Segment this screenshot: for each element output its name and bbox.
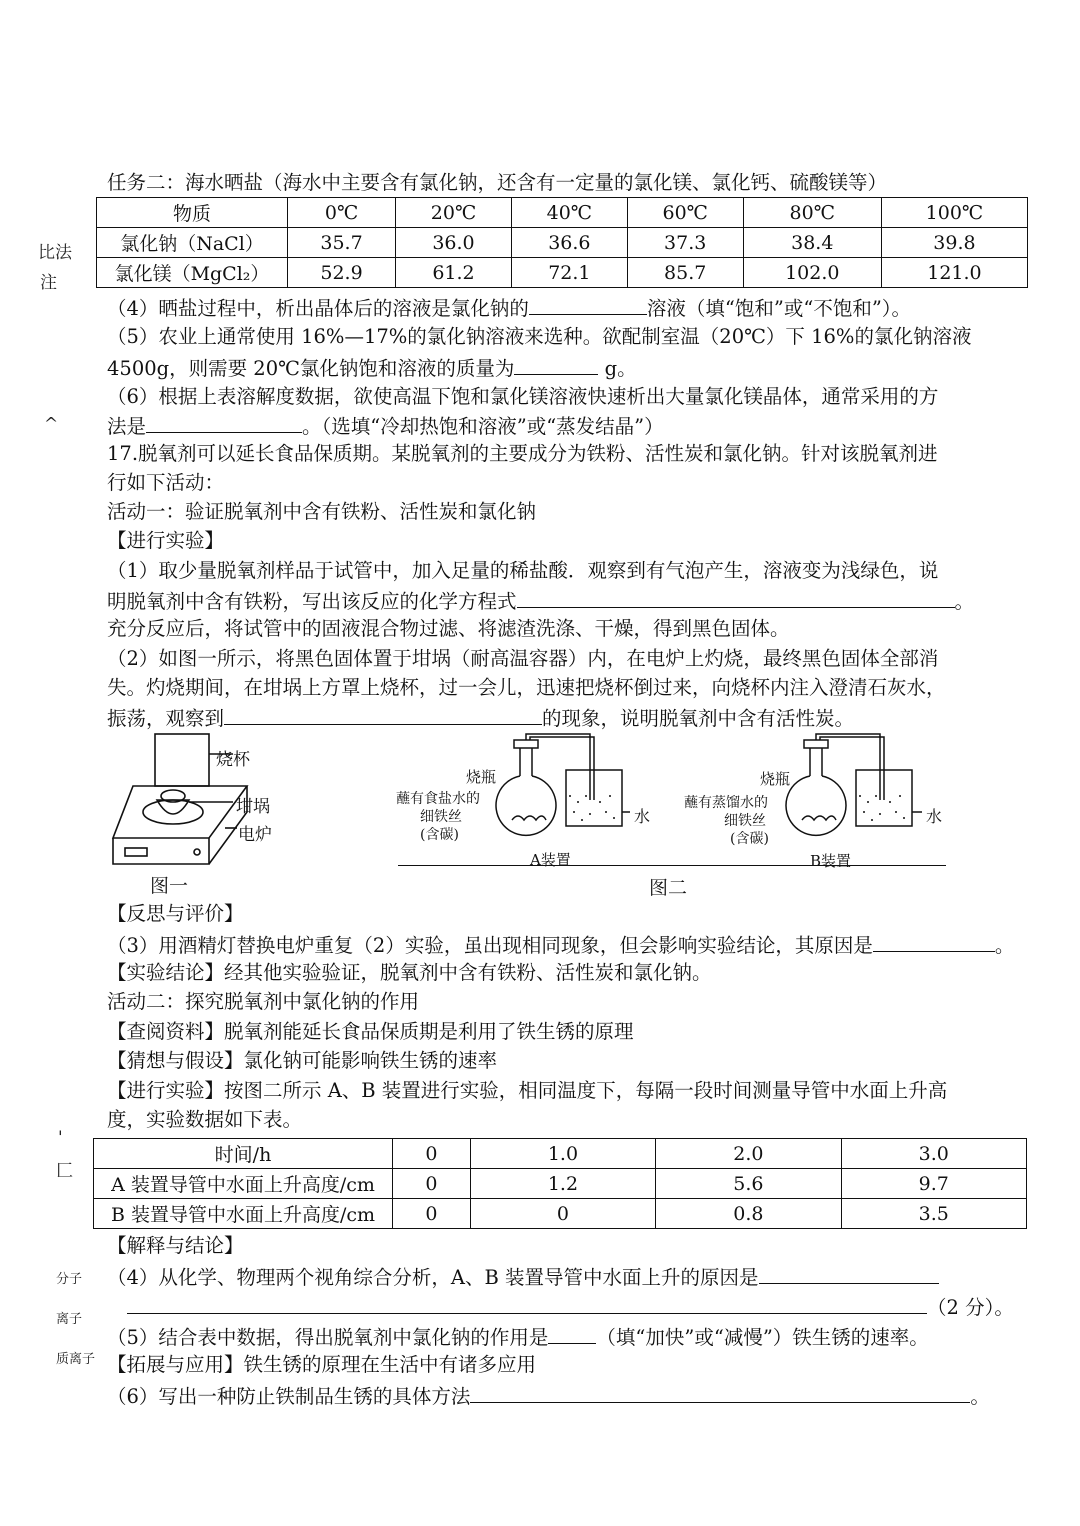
beaker-shape (155, 734, 209, 786)
question-text: 振荡，观察到 (107, 707, 225, 730)
label-flask-b: 烧瓶 (760, 770, 791, 788)
flask-shape (786, 776, 846, 835)
answer-blank[interactable] (146, 412, 302, 433)
label-b-desc-2: 细铁丝 (724, 813, 766, 829)
question-4a (107, 294, 911, 322)
margin-mark: 注 (40, 273, 57, 293)
table-cell: 2.0 (656, 1139, 841, 1169)
question-text: （3）用酒精灯替换电炉重复（2）实验，虽出现相同现象，但会影响实验结论，其原因是 (107, 934, 873, 957)
margin-mark: ' (58, 1128, 63, 1148)
table-cell: 0 (393, 1199, 471, 1229)
margin-mark: ^ (44, 414, 59, 434)
answer-blank[interactable] (517, 587, 955, 608)
part-6 (107, 1382, 990, 1410)
table-cell: 0 (393, 1169, 471, 1199)
table-row (97, 258, 1028, 288)
part-2-line1: （2）如图一所示，将黑色固体置于坩埚（耐高温容器）内，在电炉上灼烧，最终黑色固体全部消 (107, 647, 939, 670)
table-cell: 102.0 (743, 258, 881, 288)
answer-blank[interactable] (759, 1263, 939, 1284)
question-text: （4）晒盐过程中，析出晶体后的溶液是氯化钠的 (107, 297, 529, 320)
table-cell: 37.3 (627, 228, 743, 258)
margin-mark: 分子 (56, 1272, 83, 1287)
question-text: （4）从化学、物理两个视角综合分析，A、B 装置导管中水面上升的原因是 (107, 1266, 759, 1289)
question-text: 。 (970, 1385, 990, 1408)
question-5a-line1: （5）农业上通常使用 16%—17%的氯化钠溶液来选种。欲配制室温（20℃）下 16%的氯化钠溶液 (107, 325, 972, 348)
part-3 (107, 931, 1014, 959)
figure-1-caption: 图一 (150, 875, 189, 897)
label-b-desc-3: (含碳) (730, 831, 769, 847)
question-text: 。 (994, 934, 1015, 957)
table-cell: 0 (393, 1139, 471, 1169)
table-cell: 35.7 (288, 228, 396, 258)
explain-heading: 【解释与结论】 (107, 1234, 244, 1257)
task2-title: 任务二：海水晒盐（海水中主要含有氯化钠，还含有一定量的氯化镁、氯化钙、硫酸镁等） (107, 171, 888, 194)
table-cell: 85.7 (627, 258, 743, 288)
table-cell: 1.2 (470, 1169, 655, 1199)
table-cell: 72.1 (511, 258, 627, 288)
table-cell: 1.0 (470, 1139, 655, 1169)
label-b-desc-1: 蘸有蒸馏水的 (684, 795, 768, 811)
label-water-a: 水 (634, 807, 651, 826)
question-text: 。 (954, 590, 975, 613)
answer-blank[interactable] (514, 354, 598, 375)
question-6a-line1: （6）根据上表溶解度数据，欲使高温下饱和氯化镁溶液快速析出大量氯化镁晶体，通常采用的方 (107, 385, 939, 408)
figure-2-baseline (398, 865, 946, 866)
margin-mark: 离子 (56, 1312, 83, 1327)
question-text: （6）写出一种防止铁制品生锈的具体方法 (107, 1385, 471, 1408)
question-text: g。 (604, 357, 637, 380)
figure-2-apparatus-b (760, 730, 960, 860)
height-table (93, 1138, 1027, 1229)
table-row (94, 1169, 1027, 1199)
label-a-desc-2: 细铁丝 (420, 809, 462, 825)
table-header-row (94, 1139, 1027, 1169)
hypothesis: 【猜想与假设】氯化钠可能影响铁生锈的速率 (107, 1049, 498, 1072)
table-row (97, 228, 1028, 258)
figure-2-caption: 图二 (649, 877, 688, 899)
label-crucible: 坩埚 (236, 797, 270, 817)
question-text: （2 分）。 (927, 1296, 1014, 1319)
question-text: 4500g，则需要 20℃氯化钠饱和溶液的质量为 (107, 357, 515, 380)
part-2-line3 (107, 704, 854, 732)
part-1-line1: （1）取少量脱氧剂样品于试管中，加入足量的稀盐酸．观察到有气泡产生，溶液变为浅绿色，说 (107, 559, 939, 582)
table-cell: 38.4 (743, 228, 881, 258)
question-text: （填“加快”或“减慢”）铁生锈的速率。 (596, 1326, 929, 1349)
table-cell: 52.9 (288, 258, 396, 288)
part-4-line2 (127, 1293, 1014, 1321)
part-1-line2 (107, 587, 974, 615)
part-2-line2: 失。灼烧期间，在坩埚上方罩上烧杯，过一会儿，迅速把烧杯倒过来，向烧杯内注入澄清石灰水， (107, 676, 946, 699)
question-text: 。（选填“冷却热饱和溶液”或“蒸发结晶”） (302, 415, 664, 438)
part-5 (107, 1323, 929, 1351)
conclusion: 【实验结论】经其他实验验证，脱氧剂中含有铁粉、活性炭和氯化钠。 (107, 961, 712, 984)
table-row (94, 1199, 1027, 1229)
table-cell: 氯化钠（NaCl） (97, 228, 288, 258)
table-cell: 氯化镁（MgCl₂） (97, 258, 288, 288)
solubility-table (96, 197, 1028, 288)
experiment-heading: 【进行实验】 (107, 529, 225, 552)
question-text: （5）结合表中数据，得出脱氧剂中氯化钠的作用是 (107, 1326, 549, 1349)
table-cell: 100℃ (881, 198, 1027, 228)
question-text: 的现象，说明脱氧剂中含有活性炭。 (542, 707, 855, 730)
table-cell: 0℃ (288, 198, 396, 228)
answer-blank[interactable] (873, 931, 995, 952)
table-cell: 20℃ (396, 198, 512, 228)
table-cell: 时间/h (94, 1139, 393, 1169)
question-17-line1: 17.脱氧剂可以延长食品保质期。某脱氧剂的主要成分为铁粉、活性炭和氯化钠。针对该脱氧剂进 (107, 442, 938, 465)
activity-1: 活动一：验证脱氧剂中含有铁粉、活性炭和氯化钠 (107, 500, 537, 523)
label-flask-a: 烧瓶 (466, 768, 497, 786)
question-text: 溶液（填“饱和”或“不饱和”）。 (646, 297, 912, 320)
table-cell: 39.8 (881, 228, 1027, 258)
margin-mark: 质离子 (56, 1352, 96, 1367)
reflection-heading: 【反思与评价】 (107, 902, 244, 925)
part-1-line3: 充分反应后，将试管中的固液混合物过滤、将滤渣洗涤、干燥，得到黑色固体。 (107, 617, 790, 640)
answer-blank[interactable] (470, 1382, 970, 1403)
label-a-desc-1: 蘸有食盐水的 (396, 791, 480, 807)
table-cell: 3.0 (841, 1139, 1026, 1169)
label-apparatus-a: A装置 (530, 851, 571, 869)
table-cell: 3.5 (841, 1199, 1026, 1229)
label-beaker: 烧杯 (216, 750, 250, 770)
question-5a-line2 (107, 354, 637, 382)
extend: 【拓展与应用】铁生锈的原理在生活中有诸多应用 (107, 1353, 537, 1376)
answer-blank[interactable] (529, 294, 647, 315)
table-cell: 36.0 (396, 228, 512, 258)
table-cell: 61.2 (396, 258, 512, 288)
question-17-line2: 行如下活动： (107, 471, 225, 494)
margin-mark: 比法 (38, 243, 72, 263)
table-cell: 0.8 (656, 1199, 841, 1229)
margin-mark: 匚 (56, 1161, 73, 1181)
table-cell: 40℃ (511, 198, 627, 228)
flask-shape (496, 776, 556, 835)
activity-2: 活动二：探究脱氧剂中氯化钠的作用 (107, 990, 420, 1013)
table-cell: 5.6 (656, 1169, 841, 1199)
table-cell: 物质 (97, 198, 288, 228)
label-water-b: 水 (926, 807, 943, 826)
table-header-row (97, 198, 1028, 228)
figure-2-apparatus-a (470, 730, 670, 860)
lookup: 【查阅资料】脱氧剂能延长食品保质期是利用了铁生锈的原理 (107, 1020, 634, 1043)
experiment-2-line1: 【进行实验】按图二所示 A、B 装置进行实验，相同温度下，每隔一段时间测量导管中水面上升高 (107, 1079, 948, 1102)
part-4-line1 (107, 1263, 939, 1291)
table-cell: 36.6 (511, 228, 627, 258)
label-furnace: 电炉 (238, 825, 272, 845)
table-cell: 9.7 (841, 1169, 1026, 1199)
answer-blank[interactable] (224, 704, 542, 725)
answer-blank[interactable] (127, 1293, 927, 1314)
answer-blank[interactable] (548, 1323, 596, 1344)
table-cell: 80℃ (743, 198, 881, 228)
question-text: 法是 (107, 415, 147, 438)
label-apparatus-b: B装置 (810, 852, 852, 870)
table-cell: 121.0 (881, 258, 1027, 288)
experiment-2-line2: 度，实验数据如下表。 (107, 1108, 303, 1131)
table-cell: B 装置导管中水面上升高度/cm (94, 1199, 393, 1229)
label-a-desc-3: (含碳) (420, 827, 459, 843)
question-6a-line2 (107, 412, 664, 440)
question-text: 明脱氧剂中含有铁粉，写出该反应的化学方程式 (107, 590, 517, 613)
table-cell: 0 (470, 1199, 655, 1229)
table-cell: A 装置导管中水面上升高度/cm (94, 1169, 393, 1199)
table-cell: 60℃ (627, 198, 743, 228)
